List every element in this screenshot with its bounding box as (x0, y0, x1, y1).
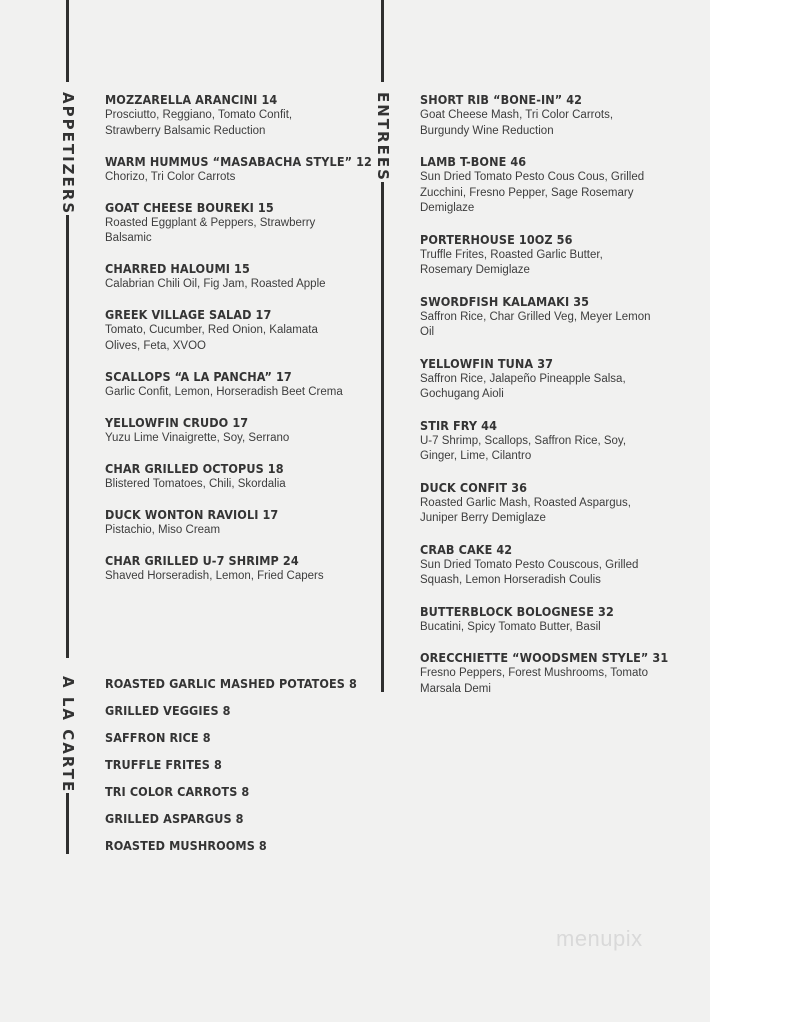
item-description: U-7 Shrimp, Scallops, Saffron Rice, Soy, Ginger, Lime, Cilantro (420, 434, 627, 462)
item-name: PORTERHOUSE 10OZ 56 (420, 231, 573, 247)
item-name: YELLOWFIN TUNA 37 (420, 355, 554, 371)
item-description: Saffron Rice, Jalapeño Pineapple Salsa, Gochugang Aioli (420, 372, 626, 400)
a-la-carte-list (105, 676, 357, 865)
side-item: GRILLED ASPARGUS 8 (105, 811, 244, 826)
menu-item (105, 200, 372, 247)
item-name: LAMB T-BONE 46 (420, 154, 527, 169)
item-name: CHAR GRILLED OCTOPUS 18 (105, 460, 284, 476)
item-name: STIR FRY 44 (420, 417, 497, 433)
side-item: SAFFRON RICE 8 (105, 730, 211, 745)
item-description: Blistered Tomatoes, Chili, Skordalia (105, 477, 286, 490)
item-description: Chorizo, Tri Color Carrots (105, 170, 236, 183)
item-description: Garlic Confit, Lemon, Horseradish Beet Crema (105, 385, 343, 398)
menu-item (105, 507, 372, 539)
item-description: Sun Dried Tomato Pesto Couscous, Grilled Squash, Lemon Horseradish Coulis (420, 558, 639, 586)
entrees-list (420, 92, 668, 712)
a-la-carte-heading: A LA CARTE (59, 676, 77, 794)
item-name: SCALLOPS “A LA PANCHA” 17 (105, 368, 292, 384)
menu-item (105, 92, 372, 139)
item-description: Calabrian Chili Oil, Fig Jam, Roasted Apple (105, 278, 326, 290)
side-item: TRUFFLE FRITES 8 (105, 757, 222, 772)
middle-rule-bottom (381, 174, 384, 692)
left-rule-top (66, 0, 69, 82)
item-description: Pistachio, Miso Cream (105, 523, 221, 536)
middle-rule-top (381, 0, 384, 82)
item-description: Shaved Horseradish, Lemon, Fried Capers (105, 569, 324, 582)
menu-item (105, 553, 372, 585)
item-description: Truffle Frites, Roasted Garlic Butter, Rosemary Demiglaze (420, 248, 603, 276)
menu-item (105, 154, 372, 186)
left-rule-middle (66, 200, 69, 658)
item-name: YELLOWFIN CRUDO 17 (105, 414, 249, 430)
item-name: MOZZARELLA ARANCINI 14 (105, 92, 278, 107)
appetizers-heading: APPETIZERS (59, 92, 77, 216)
menu-item (420, 92, 668, 139)
item-description: Roasted Garlic Mash, Roasted Aspargus, Juniper Berry Demiglaze (420, 496, 631, 524)
menu-item (105, 461, 372, 493)
item-description: Tomato, Cucumber, Red Onion, Kalamata Olives, Feta, XVOO (105, 324, 318, 352)
item-description: Saffron Rice, Char Grilled Veg, Meyer Lemon Oil (420, 310, 651, 338)
menu-item (420, 542, 668, 589)
item-name: ORECCHIETTE “WOODSMEN STYLE” 31 (420, 650, 669, 665)
item-name: SHORT RIB “BONE-IN” 42 (420, 92, 583, 107)
item-name: DUCK WONTON RAVIOLI 17 (105, 506, 279, 522)
menu-item (105, 261, 372, 293)
menu-item (420, 418, 668, 465)
menupix-watermark: menupix (556, 926, 643, 951)
menu-item (420, 356, 668, 403)
item-name: CHAR GRILLED U-7 SHRIMP 24 (105, 552, 299, 568)
item-description: Fresno Peppers, Forest Mushrooms, Tomato Marsala Demi (420, 667, 648, 695)
menu-item (420, 154, 668, 217)
item-name: CRAB CAKE 42 (420, 541, 513, 557)
item-name: DUCK CONFIT 36 (420, 479, 528, 495)
menu-item (105, 307, 372, 354)
item-name: WARM HUMMUS “MASABACHA STYLE” 12 (105, 153, 372, 169)
side-item: TRI COLOR CARROTS 8 (105, 784, 250, 799)
item-description: Goat Cheese Mash, Tri Color Carrots, Burgundy Wine Reduction (420, 109, 614, 137)
menu-item (420, 604, 668, 636)
item-description: Yuzu Lime Vinaigrette, Soy, Serrano (105, 431, 290, 444)
item-description: Bucatini, Spicy Tomato Butter, Basil (420, 620, 601, 633)
menu-item (105, 415, 372, 447)
item-description: Prosciutto, Reggiano, Tomato Confit, Strawberry Balsamic Reduction (105, 109, 293, 137)
item-description: Sun Dried Tomato Pesto Cous Cous, Grilled Zucchini, Fresno Pepper, Sage Rosemary Demiglaze (420, 171, 645, 214)
item-description: Roasted Eggplant & Peppers, Strawberry Balsamic (105, 216, 316, 244)
item-name: GOAT CHEESE BOUREKI 15 (105, 199, 274, 215)
menu-item (420, 480, 668, 527)
side-item: ROASTED MUSHROOMS 8 (105, 838, 267, 853)
side-item: ROASTED GARLIC MASHED POTATOES 8 (105, 676, 357, 691)
appetizers-list (105, 92, 372, 599)
item-name: SWORDFISH KALAMAKI 35 (420, 293, 590, 309)
entrees-heading: ENTREES (374, 92, 392, 182)
side-item: GRILLED VEGGIES 8 (105, 703, 231, 718)
item-name: GREEK VILLAGE SALAD 17 (105, 307, 272, 322)
menu-item (420, 650, 668, 697)
item-name: CHARRED HALOUMI 15 (105, 261, 250, 276)
menu-item (420, 294, 668, 341)
menu-item (420, 232, 668, 279)
item-name: BUTTERBLOCK BOLOGNESE 32 (420, 603, 614, 619)
menu-item (105, 369, 372, 401)
